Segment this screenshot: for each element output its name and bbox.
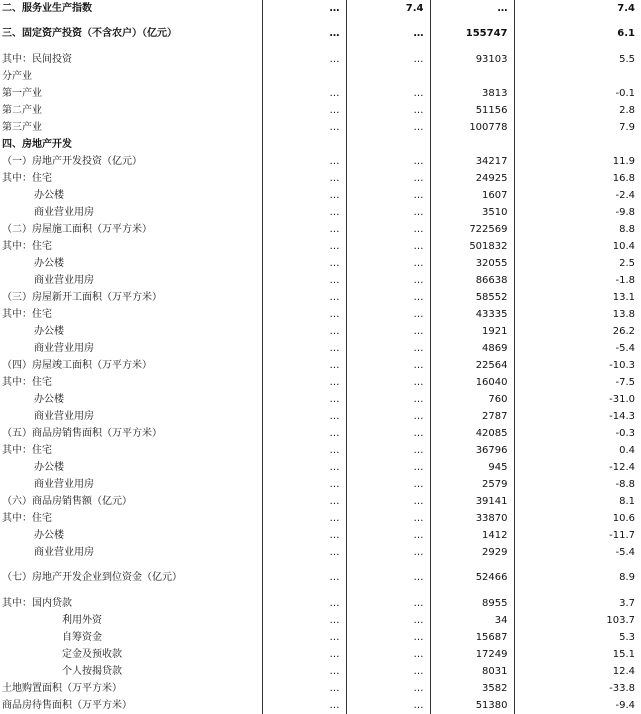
cell-col4: 11.9 (514, 153, 641, 170)
cell-col1: … (262, 459, 346, 476)
table-row (0, 408, 641, 425)
row-label: 其中：国内贷款 (2, 598, 72, 609)
cell-col3: 2579 (430, 476, 514, 493)
cell-col3: 36796 (430, 442, 514, 459)
cell-col1: … (262, 204, 346, 221)
cell-col4: 7.4 (514, 0, 641, 17)
cell-col2: … (346, 357, 430, 374)
cell-col2: … (346, 289, 430, 306)
cell-col3: 43335 (430, 306, 514, 323)
row-label: 二、服务业生产指数 (2, 3, 92, 14)
row-label: 第一产业 (2, 88, 42, 99)
table-row (0, 459, 641, 476)
table-row (0, 425, 641, 442)
cell-col4: 13.8 (514, 306, 641, 323)
row-label: 土地购置面积（万平方米） (2, 683, 122, 694)
cell-col1: … (262, 153, 346, 170)
cell-col4: 26.2 (514, 323, 641, 340)
cell-col3: 3813 (430, 85, 514, 102)
cell-col1: … (262, 289, 346, 306)
cell-col3 (430, 68, 514, 85)
cell-col2: … (346, 510, 430, 527)
row-label: 第三产业 (2, 122, 42, 133)
cell-col4: 5.5 (514, 51, 641, 68)
cell-col3: 8031 (430, 663, 514, 680)
table-row (0, 663, 641, 680)
cell-col3: 155747 (430, 17, 514, 51)
cell-col4: 8.1 (514, 493, 641, 510)
cell-col3: 4869 (430, 340, 514, 357)
cell-col1: … (262, 119, 346, 136)
cell-col2 (346, 136, 430, 153)
cell-col3: 16040 (430, 374, 514, 391)
cell-col3: 52466 (430, 561, 514, 595)
cell-col1 (262, 68, 346, 85)
row-label: 其中：住宅 (2, 173, 52, 184)
cell-col4: -11.7 (514, 527, 641, 544)
cell-col2: … (346, 204, 430, 221)
cell-col4: 8.9 (514, 561, 641, 595)
cell-col1: … (262, 272, 346, 289)
table-row (0, 17, 641, 51)
cell-col1: … (262, 561, 346, 595)
table-row (0, 187, 641, 204)
cell-col1: … (262, 663, 346, 680)
cell-col4: -33.8 (514, 680, 641, 697)
cell-col2: … (346, 85, 430, 102)
table-row (0, 51, 641, 68)
cell-col3: 51156 (430, 102, 514, 119)
cell-col1: … (262, 357, 346, 374)
row-label: 商业营业用房 (34, 411, 94, 422)
cell-col3 (430, 136, 514, 153)
row-label: （六）商品房销售额（亿元） (2, 496, 132, 507)
cell-col1: … (262, 493, 346, 510)
cell-col2: … (346, 561, 430, 595)
cell-col2: … (346, 323, 430, 340)
cell-col2: … (346, 646, 430, 663)
cell-col4: 2.8 (514, 102, 641, 119)
table-row (0, 323, 641, 340)
cell-col3: 2787 (430, 408, 514, 425)
cell-col2: 7.4 (346, 0, 430, 17)
cell-col1: … (262, 17, 346, 51)
cell-col1: … (262, 306, 346, 323)
cell-col2: … (346, 17, 430, 51)
table-row (0, 527, 641, 544)
table-row (0, 544, 641, 561)
cell-col1: … (262, 680, 346, 697)
cell-col2: … (346, 527, 430, 544)
row-label: 办公楼 (34, 326, 64, 337)
table-row (0, 612, 641, 629)
cell-col1: … (262, 544, 346, 561)
cell-col2: … (346, 425, 430, 442)
table-row (0, 85, 641, 102)
cell-col4: -5.4 (514, 340, 641, 357)
cell-col3: 945 (430, 459, 514, 476)
cell-col2: … (346, 459, 430, 476)
cell-col3: 24925 (430, 170, 514, 187)
cell-col2: … (346, 238, 430, 255)
cell-col1: … (262, 238, 346, 255)
row-label: 其中：民间投资 (2, 54, 72, 65)
row-label: （四）房屋竣工面积（万平方米） (2, 360, 152, 371)
cell-col2: … (346, 51, 430, 68)
cell-col2: … (346, 663, 430, 680)
cell-col2: … (346, 442, 430, 459)
table-row (0, 221, 641, 238)
row-label: 其中：住宅 (2, 309, 52, 320)
cell-col4: -14.3 (514, 408, 641, 425)
cell-col1: … (262, 442, 346, 459)
row-label: 商业营业用房 (34, 479, 94, 490)
cell-col2: … (346, 697, 430, 714)
cell-col4: 15.1 (514, 646, 641, 663)
table-row (0, 493, 641, 510)
cell-col2 (346, 68, 430, 85)
table-row (0, 136, 641, 153)
cell-col4: 10.6 (514, 510, 641, 527)
cell-col4: -2.4 (514, 187, 641, 204)
table-row (0, 391, 641, 408)
table-row (0, 680, 641, 697)
table-row (0, 629, 641, 646)
cell-col4: -31.0 (514, 391, 641, 408)
cell-col1: … (262, 374, 346, 391)
cell-col2: … (346, 374, 430, 391)
cell-col4: -7.5 (514, 374, 641, 391)
row-label: （一）房地产开发投资（亿元） (2, 156, 142, 167)
cell-col4: 5.3 (514, 629, 641, 646)
cell-col1: … (262, 323, 346, 340)
cell-col1: … (262, 425, 346, 442)
table-row (0, 697, 641, 714)
cell-col3: 34217 (430, 153, 514, 170)
cell-col1: … (262, 85, 346, 102)
cell-col3: 1921 (430, 323, 514, 340)
table-row (0, 102, 641, 119)
table-row (0, 119, 641, 136)
cell-col4: 0.4 (514, 442, 641, 459)
table-row (0, 272, 641, 289)
table-row (0, 476, 641, 493)
table-row (0, 510, 641, 527)
cell-col1: … (262, 629, 346, 646)
cell-col3: 22564 (430, 357, 514, 374)
table-row (0, 340, 641, 357)
row-label: 商业营业用房 (34, 275, 94, 286)
row-label: 办公楼 (34, 258, 64, 269)
cell-col1: … (262, 527, 346, 544)
cell-col2: … (346, 391, 430, 408)
cell-col4: -0.3 (514, 425, 641, 442)
cell-col2: … (346, 187, 430, 204)
cell-col3: 100778 (430, 119, 514, 136)
row-label: 其中：住宅 (2, 241, 52, 252)
cell-col3: 39141 (430, 493, 514, 510)
cell-col3: 51380 (430, 697, 514, 714)
cell-col1: … (262, 476, 346, 493)
row-label: 商业营业用房 (34, 343, 94, 354)
cell-col1: … (262, 510, 346, 527)
cell-col3: 1412 (430, 527, 514, 544)
cell-col4: 6.1 (514, 17, 641, 51)
cell-col2: … (346, 170, 430, 187)
table-row (0, 357, 641, 374)
row-label: 办公楼 (34, 190, 64, 201)
cell-col2: … (346, 629, 430, 646)
table-row (0, 204, 641, 221)
cell-col3: 15687 (430, 629, 514, 646)
row-label: 商业营业用房 (34, 547, 94, 558)
row-label: 办公楼 (34, 394, 64, 405)
cell-col1: … (262, 255, 346, 272)
row-label: 第二产业 (2, 105, 42, 116)
cell-col3: 3510 (430, 204, 514, 221)
cell-col1: … (262, 102, 346, 119)
cell-col4: -9.8 (514, 204, 641, 221)
cell-col1: … (262, 51, 346, 68)
cell-col2: … (346, 221, 430, 238)
table-row (0, 68, 641, 85)
row-label: 自筹资金 (62, 632, 102, 643)
row-label: （七）房地产开发企业到位资金（亿元） (2, 572, 182, 583)
table-row (0, 255, 641, 272)
cell-col3: 722569 (430, 221, 514, 238)
cell-col2: … (346, 340, 430, 357)
row-label: 四、房地产开发 (2, 139, 72, 150)
row-label: 办公楼 (34, 530, 64, 541)
cell-col1: … (262, 391, 346, 408)
cell-col3: 8955 (430, 595, 514, 612)
cell-col4: -8.8 (514, 476, 641, 493)
table-row (0, 238, 641, 255)
cell-col3: 86638 (430, 272, 514, 289)
cell-col1: … (262, 697, 346, 714)
cell-col4: -12.4 (514, 459, 641, 476)
cell-col3: 33870 (430, 510, 514, 527)
row-label: 定金及预收款 (62, 649, 122, 660)
cell-col2: … (346, 680, 430, 697)
cell-col3: 42085 (430, 425, 514, 442)
cell-col4 (514, 68, 641, 85)
row-label: 商业营业用房 (34, 207, 94, 218)
cell-col1: … (262, 170, 346, 187)
cell-col3: 2929 (430, 544, 514, 561)
cell-col2: … (346, 272, 430, 289)
cell-col3: 3582 (430, 680, 514, 697)
cell-col2: … (346, 306, 430, 323)
row-label: 办公楼 (34, 462, 64, 473)
cell-col4: 8.8 (514, 221, 641, 238)
cell-col3: 93103 (430, 51, 514, 68)
cell-col2: … (346, 476, 430, 493)
cell-col1: … (262, 0, 346, 17)
cell-col4: 7.9 (514, 119, 641, 136)
table-row (0, 306, 641, 323)
cell-col4: 16.8 (514, 170, 641, 187)
table-row (0, 561, 641, 595)
cell-col2: … (346, 119, 430, 136)
cell-col4: 13.1 (514, 289, 641, 306)
row-label: 利用外资 (62, 615, 102, 626)
cell-col1: … (262, 187, 346, 204)
cell-col4: 103.7 (514, 612, 641, 629)
cell-col4: -9.4 (514, 697, 641, 714)
cell-col1: … (262, 221, 346, 238)
table-row (0, 374, 641, 391)
cell-col4: 10.4 (514, 238, 641, 255)
cell-col3: … (430, 0, 514, 17)
table-row (0, 0, 641, 17)
cell-col1 (262, 136, 346, 153)
cell-col2: … (346, 102, 430, 119)
cell-col3: 1607 (430, 187, 514, 204)
cell-col2: … (346, 612, 430, 629)
row-label: 其中：住宅 (2, 513, 52, 524)
cell-col1: … (262, 646, 346, 663)
cell-col4: -5.4 (514, 544, 641, 561)
cell-col2: … (346, 544, 430, 561)
cell-col3: 760 (430, 391, 514, 408)
row-label: 个人按揭贷款 (62, 666, 122, 677)
cell-col1: … (262, 408, 346, 425)
cell-col3: 501832 (430, 238, 514, 255)
row-label: 商品房待售面积（万平方米） (2, 700, 132, 711)
table-row (0, 595, 641, 612)
table-row (0, 170, 641, 187)
row-label: 其中：住宅 (2, 377, 52, 388)
cell-col4 (514, 136, 641, 153)
row-label: 分产业 (2, 71, 32, 82)
cell-col2: … (346, 153, 430, 170)
row-label: （二）房屋施工面积（万平方米） (2, 224, 152, 235)
cell-col4: 3.7 (514, 595, 641, 612)
cell-col1: … (262, 595, 346, 612)
cell-col4: 12.4 (514, 663, 641, 680)
cell-col3: 17249 (430, 646, 514, 663)
cell-col1: … (262, 340, 346, 357)
cell-col4: -1.8 (514, 272, 641, 289)
cell-col3: 34 (430, 612, 514, 629)
cell-col4: 2.5 (514, 255, 641, 272)
row-label: （五）商品房销售面积（万平方米） (2, 428, 162, 439)
cell-col4: -10.3 (514, 357, 641, 374)
table-row (0, 153, 641, 170)
row-label: （三）房屋新开工面积（万平方米） (2, 292, 162, 303)
table-row (0, 289, 641, 306)
row-label: 其中：住宅 (2, 445, 52, 456)
cell-col2: … (346, 595, 430, 612)
cell-col2: … (346, 408, 430, 425)
cell-col3: 32055 (430, 255, 514, 272)
cell-col4: -0.1 (514, 85, 641, 102)
cell-col1: … (262, 612, 346, 629)
table-row (0, 442, 641, 459)
cell-col2: … (346, 255, 430, 272)
cell-col3: 58552 (430, 289, 514, 306)
row-label: 三、固定资产投资（不含农户）（亿元） (2, 28, 177, 39)
cell-col2: … (346, 493, 430, 510)
table-row (0, 646, 641, 663)
